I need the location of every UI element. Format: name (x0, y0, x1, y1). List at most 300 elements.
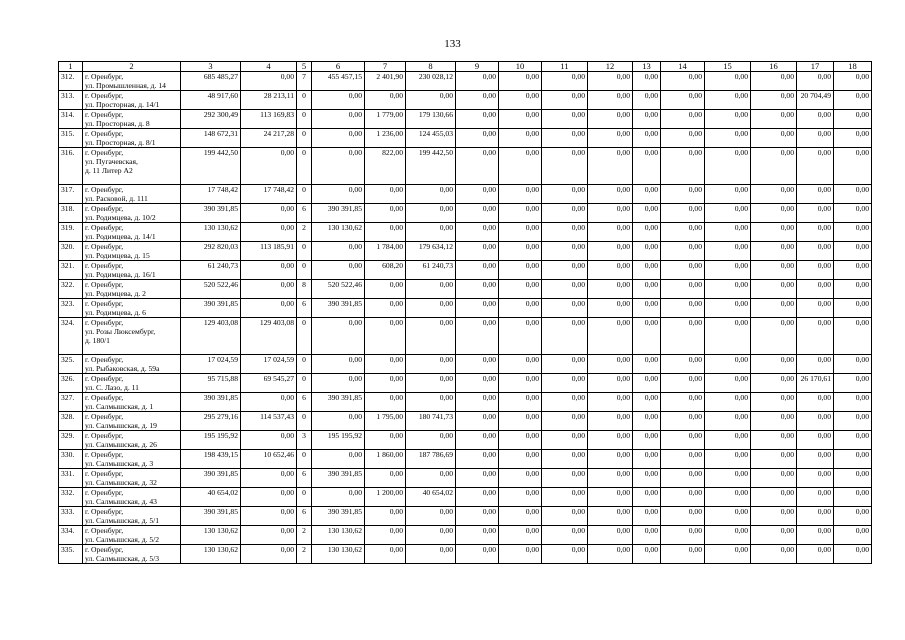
table-row (59, 129, 872, 148)
cell-c11: 0,00 (542, 450, 588, 469)
cell-c4: 114 537,43 (241, 412, 297, 431)
cell-c3: 195 195,92 (181, 431, 241, 450)
column-header-10: 10 (499, 62, 542, 72)
cell-c13: 0,00 (633, 72, 661, 91)
cell-c13: 0,00 (633, 148, 661, 185)
cell-c18: 0,00 (834, 412, 872, 431)
cell-c16: 0,00 (751, 507, 797, 526)
cell-c8: 0,00 (406, 526, 456, 545)
cell-c5: 6 (297, 204, 312, 223)
address-line: д. 180/1 (85, 336, 110, 345)
row-number: 315. (59, 129, 83, 148)
cell-c11: 0,00 (542, 393, 588, 412)
cell-c12: 0,00 (588, 280, 633, 299)
cell-c11: 0,00 (542, 110, 588, 129)
cell-c10: 0,00 (499, 280, 542, 299)
cell-c16: 0,00 (751, 412, 797, 431)
cell-c7: 1 795,00 (365, 412, 406, 431)
cell-c11: 0,00 (542, 469, 588, 488)
cell-c15: 0,00 (705, 204, 751, 223)
address-line: г. Оренбург, (85, 469, 124, 478)
cell-c11: 0,00 (542, 318, 588, 355)
cell-c6: 130 130,62 (312, 545, 365, 564)
address-cell (83, 242, 181, 261)
address-line: г. Оренбург, (85, 91, 124, 100)
cell-c13: 0,00 (633, 355, 661, 374)
cell-c17: 26 170,61 (797, 374, 834, 393)
cell-c4: 0,00 (241, 545, 297, 564)
cell-c9: 0,00 (456, 72, 499, 91)
cell-c9: 0,00 (456, 242, 499, 261)
cell-c8: 0,00 (406, 185, 456, 204)
row-number: 329. (59, 431, 83, 450)
cell-c4: 28 213,11 (241, 91, 297, 110)
cell-c14: 0,00 (661, 280, 705, 299)
cell-c4: 0,00 (241, 72, 297, 91)
cell-c5: 2 (297, 223, 312, 242)
cell-c7: 0,00 (365, 299, 406, 318)
cell-c8: 0,00 (406, 91, 456, 110)
cell-c11: 0,00 (542, 431, 588, 450)
cell-c16: 0,00 (751, 204, 797, 223)
cell-c10: 0,00 (499, 374, 542, 393)
cell-c7: 0,00 (365, 91, 406, 110)
cell-c5: 0 (297, 355, 312, 374)
address-cell (83, 545, 181, 564)
cell-c16: 0,00 (751, 261, 797, 280)
cell-c9: 0,00 (456, 393, 499, 412)
cell-c7: 0,00 (365, 545, 406, 564)
cell-c13: 0,00 (633, 469, 661, 488)
page-number: 133 (444, 38, 461, 50)
address-line: ул. Расковой, д. 111 (85, 194, 148, 203)
cell-c8: 187 786,69 (406, 450, 456, 469)
cell-c16: 0,00 (751, 469, 797, 488)
address-cell (83, 469, 181, 488)
address-line: ул. Рыбаковская, д. 59а (85, 364, 160, 373)
cell-c3: 198 439,15 (181, 450, 241, 469)
column-header-13: 13 (633, 62, 661, 72)
cell-c10: 0,00 (499, 469, 542, 488)
cell-c10: 0,00 (499, 223, 542, 242)
cell-c8: 180 741,73 (406, 412, 456, 431)
cell-c6: 0,00 (312, 412, 365, 431)
cell-c10: 0,00 (499, 129, 542, 148)
cell-c18: 0,00 (834, 129, 872, 148)
address-cell (83, 318, 181, 355)
row-number: 317. (59, 185, 83, 204)
table-row (59, 469, 872, 488)
cell-c11: 0,00 (542, 242, 588, 261)
cell-c7: 0,00 (365, 393, 406, 412)
cell-c12: 0,00 (588, 526, 633, 545)
cell-c5: 0 (297, 374, 312, 393)
cell-c9: 0,00 (456, 355, 499, 374)
cell-c14: 0,00 (661, 110, 705, 129)
cell-c16: 0,00 (751, 431, 797, 450)
cell-c16: 0,00 (751, 545, 797, 564)
cell-c10: 0,00 (499, 242, 542, 261)
cell-c15: 0,00 (705, 355, 751, 374)
cell-c15: 0,00 (705, 299, 751, 318)
column-header-18: 18 (834, 62, 872, 72)
cell-c8: 0,00 (406, 223, 456, 242)
cell-c14: 0,00 (661, 355, 705, 374)
cell-c9: 0,00 (456, 185, 499, 204)
column-header-12: 12 (588, 62, 633, 72)
address-line: г. Оренбург, (85, 280, 124, 289)
cell-c15: 0,00 (705, 91, 751, 110)
cell-c14: 0,00 (661, 242, 705, 261)
column-header-2: 2 (83, 62, 181, 72)
cell-c14: 0,00 (661, 450, 705, 469)
cell-c15: 0,00 (705, 393, 751, 412)
cell-c17: 0,00 (797, 299, 834, 318)
cell-c8: 179 130,66 (406, 110, 456, 129)
cell-c8: 0,00 (406, 318, 456, 355)
table-header-row (59, 62, 872, 72)
column-header-8: 8 (406, 62, 456, 72)
cell-c3: 148 672,31 (181, 129, 241, 148)
cell-c17: 0,00 (797, 412, 834, 431)
address-line: г. Оренбург, (85, 393, 124, 402)
cell-c4: 0,00 (241, 488, 297, 507)
cell-c5: 0 (297, 261, 312, 280)
cell-c8: 0,00 (406, 393, 456, 412)
row-number: 313. (59, 91, 83, 110)
cell-c3: 40 654,02 (181, 488, 241, 507)
cell-c18: 0,00 (834, 355, 872, 374)
cell-c15: 0,00 (705, 526, 751, 545)
cell-c9: 0,00 (456, 488, 499, 507)
cell-c15: 0,00 (705, 469, 751, 488)
table-row (59, 488, 872, 507)
cell-c18: 0,00 (834, 204, 872, 223)
address-cell (83, 412, 181, 431)
cell-c4: 0,00 (241, 526, 297, 545)
cell-c7: 1 860,00 (365, 450, 406, 469)
cell-c17: 0,00 (797, 507, 834, 526)
row-number: 323. (59, 299, 83, 318)
cell-c13: 0,00 (633, 412, 661, 431)
address-cell (83, 110, 181, 129)
cell-c12: 0,00 (588, 299, 633, 318)
cell-c6: 0,00 (312, 242, 365, 261)
cell-c13: 0,00 (633, 129, 661, 148)
cell-c10: 0,00 (499, 450, 542, 469)
cell-c3: 48 917,60 (181, 91, 241, 110)
cell-c5: 7 (297, 72, 312, 91)
cell-c9: 0,00 (456, 261, 499, 280)
cell-c12: 0,00 (588, 355, 633, 374)
cell-c10: 0,00 (499, 72, 542, 91)
table-row (59, 110, 872, 129)
cell-c14: 0,00 (661, 204, 705, 223)
cell-c8: 179 634,12 (406, 242, 456, 261)
address-line: ул. Салмышская, д. 3 (85, 459, 154, 468)
cell-c7: 1 779,00 (365, 110, 406, 129)
cell-c5: 6 (297, 299, 312, 318)
cell-c6: 0,00 (312, 355, 365, 374)
cell-c18: 0,00 (834, 280, 872, 299)
cell-c17: 0,00 (797, 526, 834, 545)
table-row (59, 204, 872, 223)
cell-c16: 0,00 (751, 393, 797, 412)
row-number: 327. (59, 393, 83, 412)
cell-c9: 0,00 (456, 469, 499, 488)
cell-c15: 0,00 (705, 110, 751, 129)
cell-c4: 0,00 (241, 280, 297, 299)
cell-c11: 0,00 (542, 280, 588, 299)
cell-c17: 0,00 (797, 110, 834, 129)
cell-c4: 0,00 (241, 204, 297, 223)
cell-c4: 0,00 (241, 223, 297, 242)
cell-c10: 0,00 (499, 355, 542, 374)
cell-c5: 6 (297, 393, 312, 412)
cell-c6: 390 391,85 (312, 393, 365, 412)
cell-c6: 390 391,85 (312, 299, 365, 318)
cell-c9: 0,00 (456, 318, 499, 355)
cell-c15: 0,00 (705, 450, 751, 469)
cell-c3: 390 391,85 (181, 469, 241, 488)
cell-c10: 0,00 (499, 318, 542, 355)
row-number: 318. (59, 204, 83, 223)
cell-c11: 0,00 (542, 223, 588, 242)
cell-c16: 0,00 (751, 110, 797, 129)
cell-c12: 0,00 (588, 110, 633, 129)
cell-c14: 0,00 (661, 507, 705, 526)
cell-c4: 0,00 (241, 469, 297, 488)
cell-c18: 0,00 (834, 318, 872, 355)
cell-c12: 0,00 (588, 545, 633, 564)
address-line: г. Оренбург, (85, 72, 124, 81)
cell-c18: 0,00 (834, 185, 872, 204)
cell-c13: 0,00 (633, 507, 661, 526)
cell-c3: 61 240,73 (181, 261, 241, 280)
cell-c7: 822,00 (365, 148, 406, 185)
cell-c6: 0,00 (312, 261, 365, 280)
cell-c10: 0,00 (499, 261, 542, 280)
cell-c3: 292 300,49 (181, 110, 241, 129)
cell-c17: 0,00 (797, 469, 834, 488)
cell-c9: 0,00 (456, 526, 499, 545)
cell-c5: 0 (297, 129, 312, 148)
cell-c4: 0,00 (241, 299, 297, 318)
cell-c10: 0,00 (499, 507, 542, 526)
cell-c6: 0,00 (312, 129, 365, 148)
cell-c14: 0,00 (661, 488, 705, 507)
cell-c13: 0,00 (633, 91, 661, 110)
table-row (59, 261, 872, 280)
cell-c5: 0 (297, 110, 312, 129)
cell-c6: 130 130,62 (312, 223, 365, 242)
cell-c13: 0,00 (633, 185, 661, 204)
address-cell (83, 280, 181, 299)
cell-c15: 0,00 (705, 185, 751, 204)
column-header-9: 9 (456, 62, 499, 72)
cell-c11: 0,00 (542, 204, 588, 223)
cell-c3: 292 820,03 (181, 242, 241, 261)
cell-c3: 17 024,59 (181, 355, 241, 374)
cell-c12: 0,00 (588, 469, 633, 488)
row-number: 325. (59, 355, 83, 374)
address-line: г. Оренбург, (85, 110, 124, 119)
address-line: ул. Салмышская, д. 5/3 (85, 554, 160, 563)
cell-c8: 124 455,03 (406, 129, 456, 148)
cell-c18: 0,00 (834, 261, 872, 280)
address-line: ул. Просторная, д. 8/1 (85, 138, 156, 147)
cell-c6: 0,00 (312, 318, 365, 355)
cell-c3: 130 130,62 (181, 526, 241, 545)
cell-c6: 0,00 (312, 374, 365, 393)
cell-c18: 0,00 (834, 431, 872, 450)
data-table (58, 61, 872, 564)
cell-c3: 17 748,42 (181, 185, 241, 204)
address-line: ул. Родимцева, д. 14/1 (85, 232, 156, 241)
cell-c10: 0,00 (499, 299, 542, 318)
cell-c10: 0,00 (499, 431, 542, 450)
cell-c4: 129 403,08 (241, 318, 297, 355)
address-cell (83, 223, 181, 242)
address-cell (83, 488, 181, 507)
cell-c10: 0,00 (499, 412, 542, 431)
cell-c4: 0,00 (241, 507, 297, 526)
cell-c10: 0,00 (499, 204, 542, 223)
row-number: 319. (59, 223, 83, 242)
cell-c9: 0,00 (456, 374, 499, 393)
cell-c15: 0,00 (705, 412, 751, 431)
table-row (59, 91, 872, 110)
cell-c4: 17 024,59 (241, 355, 297, 374)
cell-c9: 0,00 (456, 545, 499, 564)
column-header-17: 17 (797, 62, 834, 72)
cell-c16: 0,00 (751, 488, 797, 507)
cell-c7: 2 401,90 (365, 72, 406, 91)
cell-c6: 0,00 (312, 488, 365, 507)
cell-c8: 40 654,02 (406, 488, 456, 507)
cell-c13: 0,00 (633, 110, 661, 129)
cell-c13: 0,00 (633, 431, 661, 450)
cell-c8: 0,00 (406, 280, 456, 299)
column-header-16: 16 (751, 62, 797, 72)
cell-c8: 0,00 (406, 469, 456, 488)
cell-c8: 230 028,12 (406, 72, 456, 91)
cell-c15: 0,00 (705, 431, 751, 450)
cell-c12: 0,00 (588, 450, 633, 469)
cell-c4: 0,00 (241, 431, 297, 450)
cell-c10: 0,00 (499, 526, 542, 545)
cell-c18: 0,00 (834, 110, 872, 129)
cell-c7: 0,00 (365, 223, 406, 242)
cell-c15: 0,00 (705, 374, 751, 393)
table-row (59, 545, 872, 564)
cell-c16: 0,00 (751, 148, 797, 185)
address-cell (83, 299, 181, 318)
cell-c5: 0 (297, 450, 312, 469)
address-cell (83, 91, 181, 110)
address-line: ул. Розы Люксембург, (85, 327, 156, 336)
cell-c16: 0,00 (751, 223, 797, 242)
row-number: 333. (59, 507, 83, 526)
cell-c17: 0,00 (797, 318, 834, 355)
cell-c9: 0,00 (456, 412, 499, 431)
cell-c3: 390 391,85 (181, 204, 241, 223)
cell-c14: 0,00 (661, 129, 705, 148)
cell-c16: 0,00 (751, 318, 797, 355)
cell-c10: 0,00 (499, 148, 542, 185)
cell-c11: 0,00 (542, 299, 588, 318)
cell-c9: 0,00 (456, 507, 499, 526)
cell-c17: 0,00 (797, 450, 834, 469)
address-line: г. Оренбург, (85, 223, 124, 232)
address-line: г. Оренбург, (85, 545, 124, 554)
cell-c15: 0,00 (705, 280, 751, 299)
address-line: г. Оренбург, (85, 431, 124, 440)
cell-c7: 0,00 (365, 185, 406, 204)
address-cell (83, 526, 181, 545)
cell-c6: 0,00 (312, 110, 365, 129)
cell-c14: 0,00 (661, 148, 705, 185)
cell-c12: 0,00 (588, 91, 633, 110)
cell-c7: 608,20 (365, 261, 406, 280)
table-row (59, 526, 872, 545)
address-cell (83, 129, 181, 148)
row-number: 316. (59, 148, 83, 185)
cell-c17: 0,00 (797, 261, 834, 280)
address-line: ул. Салмышская, д. 32 (85, 478, 157, 487)
cell-c5: 2 (297, 526, 312, 545)
cell-c17: 0,00 (797, 223, 834, 242)
cell-c12: 0,00 (588, 412, 633, 431)
address-line: д. 11 Литер А2 (85, 166, 133, 175)
cell-c6: 390 391,85 (312, 204, 365, 223)
cell-c16: 0,00 (751, 242, 797, 261)
cell-c15: 0,00 (705, 223, 751, 242)
cell-c15: 0,00 (705, 242, 751, 261)
cell-c17: 0,00 (797, 148, 834, 185)
cell-c17: 0,00 (797, 72, 834, 91)
address-line: ул. Салмышская, д. 5/1 (85, 516, 160, 525)
cell-c12: 0,00 (588, 507, 633, 526)
table-row (59, 412, 872, 431)
cell-c5: 0 (297, 242, 312, 261)
cell-c6: 0,00 (312, 148, 365, 185)
table-row (59, 450, 872, 469)
cell-c7: 0,00 (365, 526, 406, 545)
address-line: г. Оренбург, (85, 242, 124, 251)
cell-c6: 0,00 (312, 91, 365, 110)
table-row (59, 242, 872, 261)
cell-c15: 0,00 (705, 148, 751, 185)
cell-c18: 0,00 (834, 91, 872, 110)
cell-c17: 0,00 (797, 242, 834, 261)
cell-c8: 0,00 (406, 507, 456, 526)
cell-c3: 130 130,62 (181, 545, 241, 564)
address-line: ул. С. Лазо, д. 11 (85, 383, 139, 392)
table-row (59, 355, 872, 374)
cell-c5: 6 (297, 507, 312, 526)
address-cell (83, 148, 181, 185)
cell-c15: 0,00 (705, 488, 751, 507)
address-line: г. Оренбург, (85, 185, 124, 194)
cell-c18: 0,00 (834, 393, 872, 412)
cell-c9: 0,00 (456, 204, 499, 223)
cell-c9: 0,00 (456, 148, 499, 185)
cell-c11: 0,00 (542, 185, 588, 204)
cell-c5: 6 (297, 469, 312, 488)
cell-c13: 0,00 (633, 374, 661, 393)
cell-c14: 0,00 (661, 526, 705, 545)
